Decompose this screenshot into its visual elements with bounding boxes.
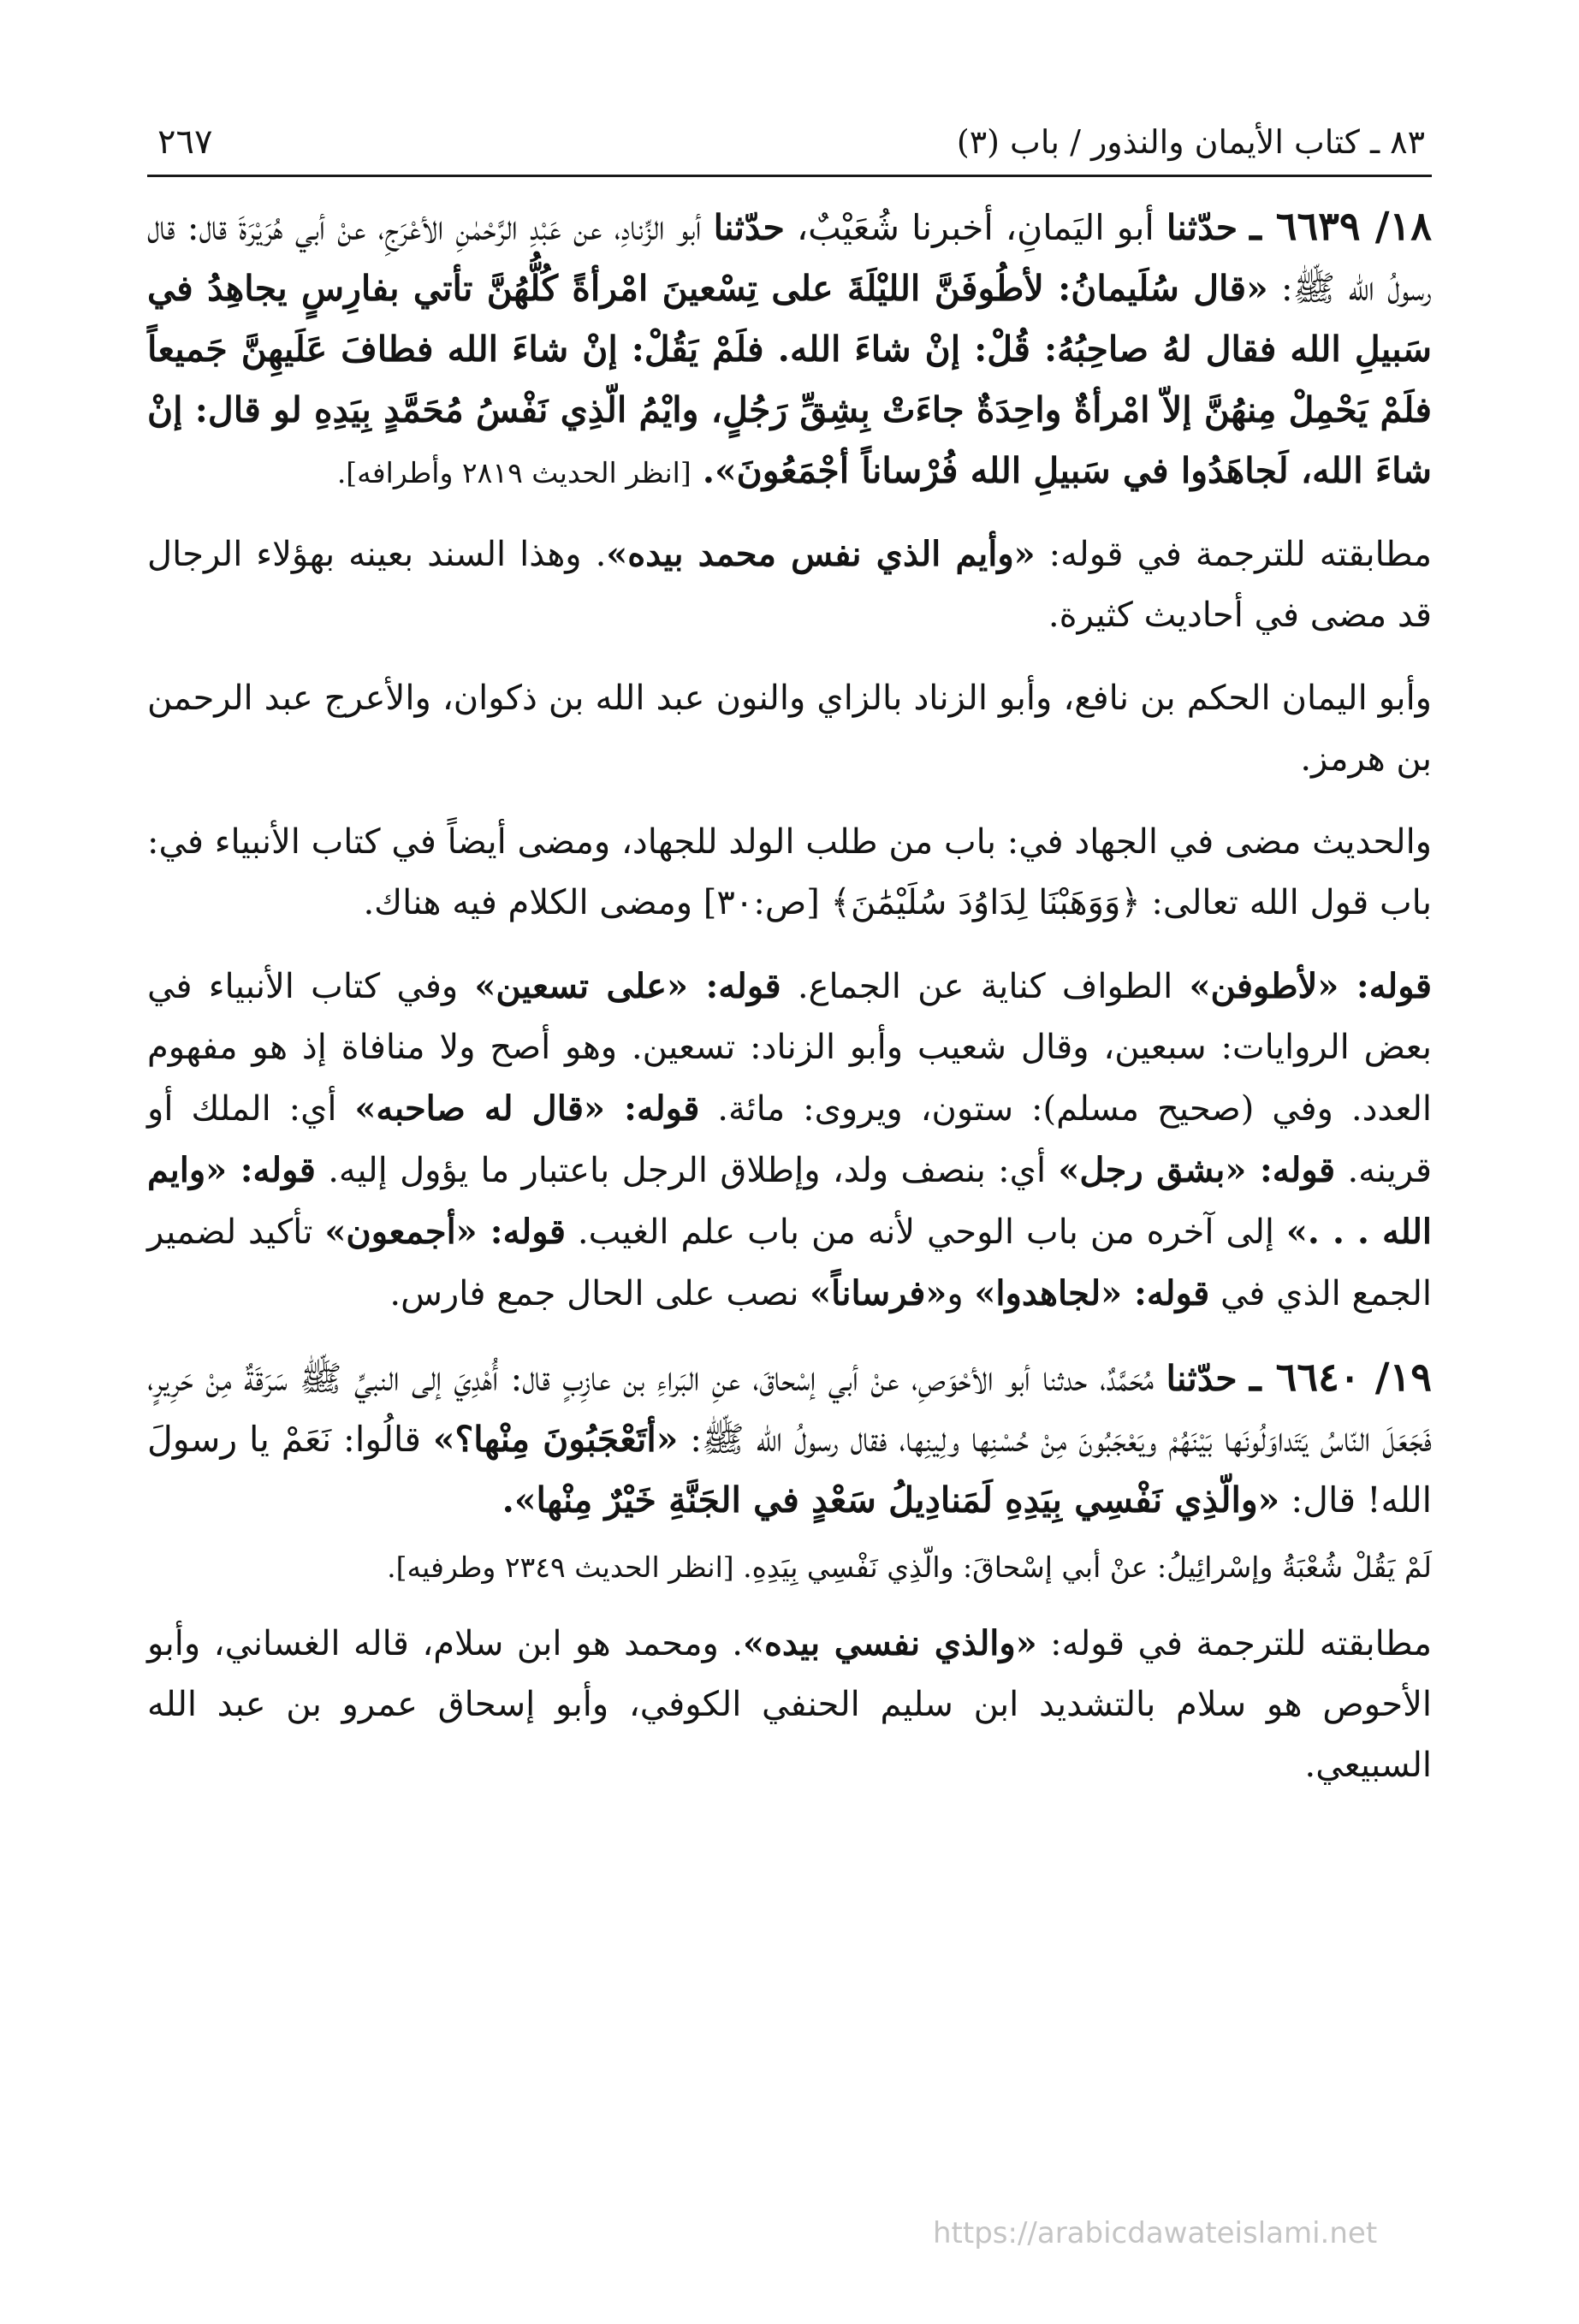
commentary-quote: «بشق رجل» — [1058, 1150, 1247, 1190]
chain-text: أبو اليَمانِ، أخبرنا شُعَيْبٌ، — [784, 207, 1166, 248]
commentary-text: أي: الملك أو قرينه. — [147, 1089, 1433, 1190]
hadith-quote: «أتَعْجَبُونَ مِنْها؟» — [432, 1419, 679, 1460]
chain-start: حدّثنا — [1166, 207, 1238, 248]
header-rule — [147, 175, 1432, 177]
hadith-text: مُحَمَّدٌ، حدثنا أبو الأحْوَصِ، عنْ أبي إسْحاقَ، عنِ البَراءِ بن عازِبٍ قال: أُهْدِيَ إلى النبيِّ ﷺ سَرَقَةٌ مِنْ حَرِيرٍ، فَجَعَلَ النّاسُ يَتَداوَلُونَها بَيْنَهُمْ ويَعْجَبُونَ مِنْ حُسْنِها ولِينِها، فقال رسولُ الله ﷺ: — [147, 1358, 1433, 1460]
commentary-paragraph — [147, 956, 1432, 1325]
commentary-text: و — [947, 1274, 975, 1313]
commentary-quote: «وأيم الذي نفس محمد بيده» — [606, 534, 1036, 574]
commentary-label: مطابقته للترجمة في قوله: — [1036, 1624, 1432, 1663]
chain-start: حدّثنا — [1166, 1358, 1238, 1399]
hadith-text: قالُوا: نَعَمْ يا رسولَ الله! قال: — [147, 1419, 1432, 1521]
commentary-quote: «على تسعين» — [474, 966, 688, 1006]
commentary-quote: «لأطوفن» — [1189, 966, 1339, 1006]
qawluhu-label: قوله: — [1339, 966, 1433, 1006]
watermark-url: https://arabicdawateislami.net — [933, 2216, 1378, 2250]
commentary-text: أي: بنصف ولد، وإطلاق الرجل باعتبار ما يؤول إليه. — [315, 1151, 1059, 1190]
hadith-quote: «والّذِي نَفْسِي بِيَدِهِ لَمَنادِيلُ سَعْدٍ في الجَنَّةِ خَيْرٌ مِنْها». — [502, 1479, 1280, 1521]
commentary-text: . ومحمد هو ابن سلام، قاله الغساني، وأبو الأحوص هو سلام بالتشديد ابن سليم الحنفي الكوفي، وأبو إسحاق عمرو بن عبد الله السبيعي. — [147, 1624, 1432, 1785]
hadith-number: ١٨/ ٦٦٣٩ ـ — [1250, 203, 1432, 249]
chain-haddathana: حدّثنا — [713, 207, 785, 248]
qawluhu-label: قوله: — [605, 1088, 700, 1129]
page-body — [147, 196, 1432, 1796]
commentary-quote: «فرساناً» — [810, 1273, 947, 1313]
commentary-text: وفي كتاب الأنبياء في بعض الروايات: سبعين، وقال شعيب وأبو الزناد: تسعين. وهو أصح ولا منافاة إذ هو مفهوم العدد. وفي (صحيح مسلم): ستون، ويروى: مائة. — [147, 967, 1433, 1129]
page-number: ٢٦٧ — [157, 122, 213, 162]
page-header — [147, 111, 1432, 173]
qawluhu-label: قوله: — [477, 1212, 566, 1252]
commentary-paragraph: وأبو اليمان الحكم بن نافع، وأبو الزناد بالزاي والنون عبد الله بن ذكوان، والأعرج عبد الرحمن بن هرمز. — [147, 679, 1432, 779]
commentary-label: مطابقته للترجمة في قوله: — [1035, 535, 1433, 574]
commentary-text: إلى آخره من باب الوحي لأنه من باب علم الغيب. — [565, 1212, 1286, 1252]
commentary-quote: «لجاهدوا» — [974, 1273, 1123, 1313]
running-title: ٨٣ ـ كتاب الأيمان والنذور / باب (٣) — [956, 123, 1425, 161]
commentary-quote: «وايم الله . . .» — [147, 1150, 1433, 1252]
hadith-number: ١٩/ ٦٦٤٠ ـ — [1249, 1354, 1432, 1400]
hadith-matn: «قال سُلَيمانُ: لأطُوفَنَّ الليْلَةَ على تِسْعينَ امْرأةً كُلُّهُنَّ تأتي بفارِسٍ يجاهِدُ في سَبيلِ الله فقال لهُ صاحِبُهُ: قُلْ: إنْ شاءَ الله. فلَمْ يَقُلْ: إنْ شاءَ الله فطافَ عَلَيهِنَّ جَميعاً فلَمْ يَحْمِلْ مِنهُنَّ إلاّ امْرأةٌ واحِدَةٌ جاءَتْ بِشِقِّ رَجُلٍ، وايْمُ الّذِي نَفْسُ مُحَمَّدٍ بِيَدِهِ لو قال: إنْ شاءَ الله، لَجاهَدُوا في سَبيلِ الله فُرْساناً أجْمَعُونَ». — [147, 268, 1432, 491]
commentary-quote: «قال له صاحبه» — [354, 1088, 606, 1129]
commentary-text: نصب على الحال جمع فارس. — [389, 1274, 810, 1313]
hadith-6639 — [147, 196, 1432, 501]
qawluhu-label: قوله: — [1122, 1273, 1210, 1313]
hadith-6640 — [147, 1347, 1432, 1531]
commentary-text: تأكيد لضمير الجمع الذي في — [147, 1212, 1432, 1313]
commentary-paragraph — [147, 1613, 1432, 1796]
commentary-quote: «والذي نفسي بيده» — [742, 1623, 1037, 1663]
commentary-paragraph: والحديث مضى في الجهاد في: باب من طلب الولد للجهاد، ومضى أيضاً في كتاب الأنبياء في: باب قول الله تعالى: ﴿وَوَهَبْنَا لِدَاوُدَ سُلَيْمَٰنَ﴾ [ص:٣٠] ومضى الكلام فيه هناك. — [147, 822, 1432, 922]
commentary-quote: «أجمعون» — [324, 1212, 478, 1252]
qawluhu-label: قوله: — [687, 966, 781, 1006]
qawluhu-label: قوله: — [227, 1150, 316, 1190]
cross-reference: لَمْ يَقُلْ شُعْبَةُ وإسْرائِيلُ: عنْ أبي إسْحاقَ: والّذِي نَفْسِي بِيَدِهِ. [انظر الحديث ٢٣٤٩ وطرفيه]. — [387, 1550, 1432, 1584]
chain-text: أبو الزِّنادِ، عن عَبْدِ الرَّحْمٰنِ الأعْرَجِ، عنْ أبي هُرَيْرَةَ قال: قال رسولُ الله ﷺ: — [147, 207, 1432, 309]
commentary-paragraph — [147, 524, 1432, 646]
commentary-text: . وهذا السند بعينه بهؤلاء الرجال قد مضى في أحاديث كثيرة. — [147, 535, 1432, 635]
commentary-text: الطواف كناية عن الجماع. — [781, 967, 1190, 1006]
cross-reference: [انظر الحديث ٢٨١٩ وأطرافه]. — [336, 456, 692, 489]
qawluhu-label: قوله: — [1246, 1150, 1336, 1190]
